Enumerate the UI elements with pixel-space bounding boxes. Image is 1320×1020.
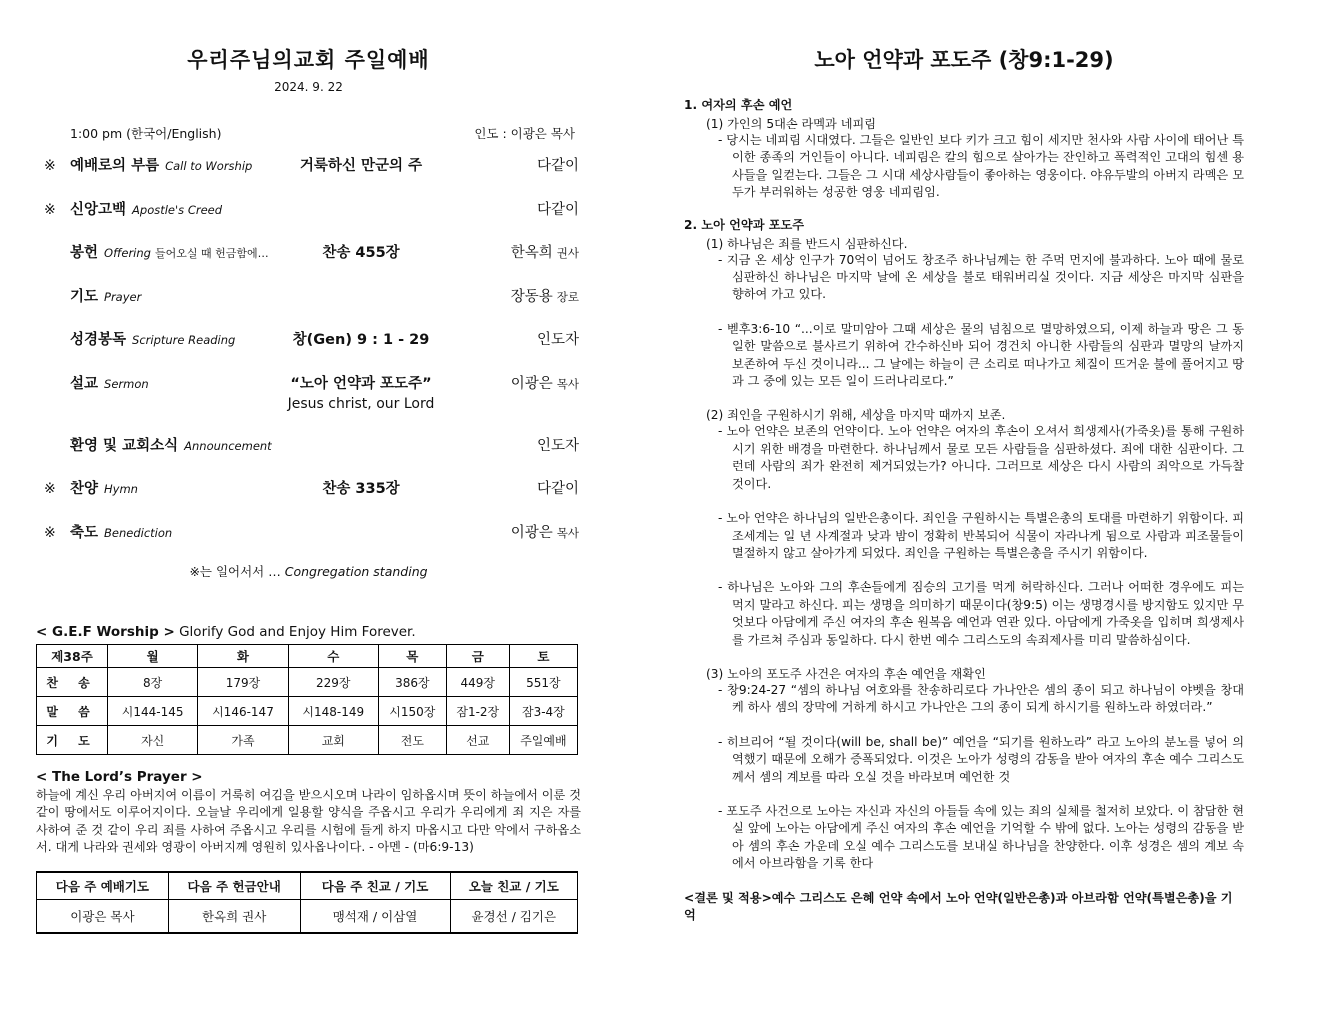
standing-mark: ※ [44, 481, 56, 497]
gef-heading [36, 624, 581, 640]
table-cell: 시148-149 [288, 697, 378, 726]
order-item-person: 인도자 [536, 437, 579, 454]
gef-text: Glorify God and Enjoy Him Forever. [179, 624, 416, 640]
standing-note-english: Congregation standing [284, 564, 428, 579]
lords-prayer-title: < The Lord’s Prayer > [36, 769, 203, 785]
table-row [37, 726, 578, 755]
table-header-cell: 월 [108, 645, 198, 668]
standing-note: ※는 일어서서 … Congregation standing [189, 564, 428, 579]
table-row [37, 668, 578, 697]
order-item-note: 들어오실 때 헌금함에… [154, 247, 269, 260]
paragraph: - 노아 언약은 보존의 언약이다. 노아 언약은 여자의 후손이 오셔서 희생제사(가죽옷)를 통해 구원하시기 위한 배경을 마련한다. 하나님께서 물로 모든 사람들을 심판하셨다. 죄에 대한 심판이다. 그런데 사람의 죄가 완전히 제거되었는가? 아니다. 그러므로 세상은 다시 사람의 죄악으로 가득찰 것이다. [718, 424, 1244, 491]
order-item-english: Announcement [184, 438, 272, 453]
table-cell: 이광은 목사 [37, 899, 169, 933]
table-row [37, 697, 578, 726]
table-cell: 시144-145 [108, 697, 198, 726]
order-item-call-to-worship [36, 154, 581, 198]
table-cell: 전도 [378, 726, 446, 755]
paragraph: - 지금 온 세상 인구가 70억이 넘어도 창조주 하나님께는 한 주먹 먼지에 불과하다. 노아 때에 물로 심판하신 하나님은 마지막 날에 온 세상을 불로 태워버리실 것이다. 지금 세상은 마지막 심판을 향하여 가고 있다. [718, 252, 1244, 302]
table-header-cell: 제38주 [37, 645, 108, 668]
section-heading: 2. 노아 언약과 포도주 [684, 217, 805, 232]
next-week-table [36, 871, 578, 934]
table-cell: 시150장 [378, 697, 446, 726]
paragraph: - 노아 언약은 하나님의 일반은총이다. 죄인을 구원하시는 특별은총의 토대를 마련하기 위함이다. 피조세계는 일 년 사계절과 낮과 밤이 정확히 반복되어 식물이 자라나게 됨으로 사람과 피조물들이 멸절하지 않고 살아가게 되었다. 죄인을 구원하는 특별은총을 주시기 위함이다. [718, 511, 1244, 560]
order-item-person: 한옥희 권사 [510, 245, 579, 261]
order-item-person: 이광은 목사 [510, 375, 579, 392]
table-cell: 한옥희 권사 [168, 899, 300, 933]
table-cell: 551장 [509, 668, 577, 697]
table-cell: 잠3-4장 [509, 697, 577, 726]
table-header-cell: 토 [509, 645, 577, 668]
table-row-header: 말 씀 [37, 697, 108, 726]
table-header-row [37, 645, 578, 668]
service-time: 1:00 pm (한국어/English) [70, 126, 222, 141]
standing-mark: ※ [44, 158, 56, 174]
table-row [37, 899, 578, 933]
table-header-cell: 다음 주 헌금안내 [168, 872, 300, 900]
table-row-header: 찬 송 [37, 668, 108, 697]
order-item-name: 찬양 [70, 481, 99, 497]
table-cell: 8장 [108, 668, 198, 697]
table-cell: 179장 [198, 668, 288, 697]
weekly-table [36, 644, 578, 755]
order-item-english: Scripture Reading [132, 333, 236, 347]
table-row-header: 기 도 [37, 726, 108, 755]
order-item-name: 기도 [70, 288, 99, 305]
table-cell: 주일예배 [509, 726, 577, 755]
order-item-person: 인도자 [536, 332, 579, 348]
table-cell: 선교 [446, 726, 509, 755]
time-row [70, 124, 575, 142]
table-header-cell: 오늘 친교 / 기도 [450, 872, 577, 900]
order-item-content: 거룩하신 만군의 주 [299, 158, 423, 174]
table-cell: 386장 [378, 668, 446, 697]
sermon-page-title: 노아 언약과 포도주 (창9:1-29) [814, 48, 1114, 72]
sermon-title: “노아 언약과 포도주” [290, 375, 432, 392]
subsection-label: (3) 노아의 포도주 사건은 여자의 후손 예언을 재확인 [706, 666, 986, 681]
paragraph: - 창9:24-27 “셈의 하나님 여호와를 찬송하리로다 가나안은 셈의 종이 되고 하나님이 야벳을 창대케 하사 셈의 장막에 거하게 하시고 가나안은 그의 종이 되게 하시기를 원하노라 하였더라.” [718, 682, 1244, 715]
table-header-cell: 화 [198, 645, 288, 668]
order-item-person: 다같이 [536, 158, 579, 174]
order-item-prayer [36, 285, 581, 329]
sermon-subtitle: Jesus christ, our Lord [287, 395, 435, 412]
conclusion: <결론 및 적용>예수 그리스도 은혜 언약 속에서 노아 언약(일반은총)과 아브라함 언약(특별은총)을 기억 [684, 890, 1233, 922]
paragraph: - 포도주 사건으로 노아는 자신과 자신의 아들들 속에 있는 죄의 실체를 철저히 보았다. 이 참담한 현실 앞에 노아는 아담에게 주신 여자의 후손 예언을 기억할 수 밖에 없다. 노아는 성령의 감동을 받아 셈의 후손 가운데 오실 예수 그리스도를 보내실 하나님을 찬양한다. 이후 성경은 셈의 계보 속에서 아브라함을 기록 한다 [718, 803, 1244, 871]
table-header-cell: 목 [378, 645, 446, 668]
order-item-creed [36, 198, 581, 242]
table-cell: 맹석재 / 이삼열 [300, 899, 450, 933]
order-item-person: 이광은 목사 [510, 524, 579, 541]
order-item-person: 다같이 [536, 481, 579, 497]
bulletin-date: 2024. 9. 22 [274, 80, 343, 94]
table-cell: 449장 [446, 668, 509, 697]
order-item-content: 찬송 335장 [322, 481, 400, 497]
order-item-english: Hymn [104, 482, 138, 496]
table-cell: 자신 [108, 726, 198, 755]
order-item-name: 성경봉독 [70, 332, 127, 348]
paragraph: - 히브리어 “될 것이다(will be, shall be)” 예언을 “되기를 원하노라” 라고 노아의 분노를 넣어 의역했기 때문에 오해가 증폭되었다. 이것은 노아가 성령의 감동을 받아 여자의 후손 예수 그리스도께서 셈의 계보를 따라 오실 것을 바라보며 예언한 것 [718, 734, 1244, 784]
subsection-label: (2) 죄인을 구원하시기 위해, 세상을 마지막 때까지 보존. [706, 408, 1006, 423]
table-cell: 잠1-2장 [446, 697, 509, 726]
order-item-person: 다같이 [536, 201, 579, 218]
order-item-offering [36, 241, 581, 285]
standing-mark: ※ [44, 201, 56, 218]
order-item-english: Offering [104, 246, 151, 260]
order-item-name: 신앙고백 [70, 201, 127, 218]
order-item-name: 설교 [70, 375, 99, 392]
bulletin-title: 우리주님의교회 주일예배 [187, 48, 430, 72]
order-item-name: 예배로의 부름 [70, 158, 160, 174]
order-item-english: Apostle's Creed [132, 202, 223, 217]
paragraph: - 하나님은 노아와 그의 후손들에게 짐승의 고기를 먹게 허락하신다. 그러나 어떠한 경우에도 피는 먹지 말라고 하신다. 피는 생명을 의미하기 때문이다(창9:5) 이는 생명경시를 방지함도 있지만 무엇보다 아담에게 주신 여자의 후손 원복음 예언과 연관 있다. 아담에게 가죽옷을 입히며 희생제사를 가르쳐 주심과 동일하다. 다시 한번 예수 그리스도의 속죄제사를 미리 말씀하심이다. [718, 580, 1244, 647]
table-header-row [37, 872, 578, 900]
order-item-english: Benediction [104, 525, 173, 540]
gef-label: < G.E.F Worship > [36, 624, 175, 640]
table-cell: 윤경선 / 김기은 [450, 899, 577, 933]
table-header-cell: 다음 주 친교 / 기도 [300, 872, 450, 900]
order-item-benediction [36, 521, 581, 565]
order-item-name: 환영 및 교회소식 [70, 437, 179, 454]
worship-order [36, 154, 581, 564]
table-header-cell: 수 [288, 645, 378, 668]
order-item-name: 봉헌 [70, 245, 99, 261]
sermon-page [684, 40, 1244, 923]
table-header-cell: 다음 주 예배기도 [37, 872, 169, 900]
order-item-content: 찬송 455장 [322, 245, 400, 261]
subsection-label: (1) 하나님은 죄를 반드시 심판하신다. [706, 236, 908, 251]
order-item-hymn [36, 477, 581, 521]
bulletin-page [36, 40, 581, 934]
order-item-english: Sermon [104, 376, 149, 391]
section-heading: 1. 여자의 후손 예언 [684, 98, 793, 112]
paragraph: - 벧후3:6-10 “...이로 말미암아 그때 세상은 물의 넘침으로 멸망하였으되, 이제 하늘과 땅은 그 동일한 말씀으로 불사르기 위하여 간수하신바 되어 경건치 아니한 사람들의 심판과 멸망의 날까지 보존하여 두신 것이니라... 그 날에는 하늘이 큰 소리로 떠나가고 체질이 뜨거운 불에 풀어지고 땅과 그 중에 있는 모든 일이 드러나리로다.” [718, 321, 1244, 389]
table-header-cell: 금 [446, 645, 509, 668]
table-cell: 229장 [288, 668, 378, 697]
lords-prayer-text: 하늘에 계신 우리 아버지여 이름이 거룩히 여김을 받으시오며 나라이 임하옵시며 뜻이 하늘에서 이룬 것 같이 땅에서도 이루어지이다. 오늘날 우리에게 일용할 양식을 주옵시고 우리가 우리에게 죄 지은 자를 사하여 준 것 같이 우리 죄를 사하여 주옵시고 우리를 시험에 들게 하지 마옵시고 다만 악에서 구하옵소서. 대게 나라와 권세와 영광이 아버지께 영원히 있사옵나이다. - 아멘 - (마6:9-13) [36, 788, 581, 855]
order-item-sermon [36, 372, 581, 434]
table-cell: 가족 [198, 726, 288, 755]
table-cell: 교회 [288, 726, 378, 755]
order-item-person: 장동용 장로 [510, 288, 579, 305]
order-item-english: Prayer [104, 289, 142, 304]
order-item-name: 축도 [70, 524, 99, 541]
order-item-content: 창(Gen) 9 : 1 - 29 [292, 332, 430, 348]
service-leader: 인도 : 이광은 목사 [474, 126, 575, 141]
standing-mark: ※ [44, 524, 56, 541]
order-item-announcement [36, 434, 581, 478]
table-cell: 시146-147 [198, 697, 288, 726]
order-item-scripture [36, 328, 581, 372]
subsection-label: (1) 가인의 5대손 라멕과 네피림 [706, 117, 877, 131]
order-item-english: Call to Worship [165, 159, 253, 173]
paragraph: - 당시는 네피림 시대였다. 그들은 일반인 보다 키가 크고 힘이 세지만 천사와 사람 사이에 태어난 특이한 종족의 거인들이 아니다. 네피림은 칼의 힘으로 살아가는 잔인하고 폭력적인 고대의 힘센 용사들을 일컫는다. 그들은 그 시대 세상사람들이 좋아하는 영웅이다. 야유두발의 아버지 라멕은 모두가 부러워하는 성공한 영웅 네피림임. [718, 133, 1244, 200]
